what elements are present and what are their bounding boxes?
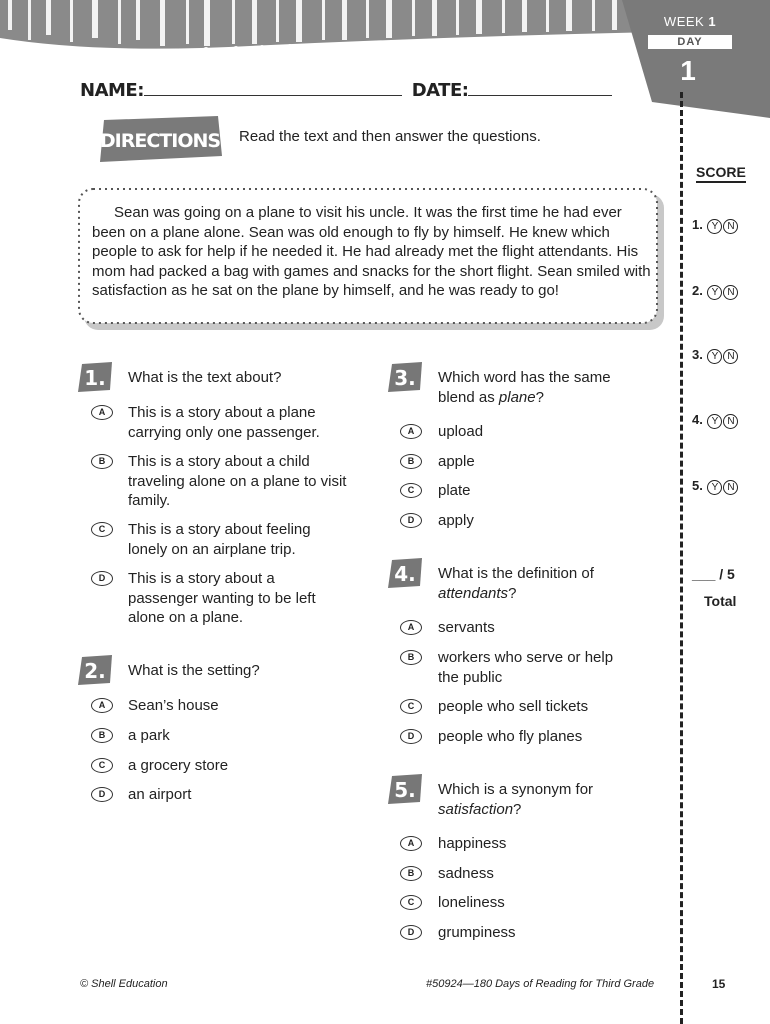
- option-text: an airport: [128, 786, 192, 803]
- day-number: 1: [680, 55, 696, 86]
- option-text: servants: [438, 619, 495, 636]
- option-text: loneliness: [438, 894, 505, 911]
- option-bubble[interactable]: D: [91, 571, 113, 586]
- no-bubble[interactable]: N: [723, 349, 738, 364]
- yes-bubble[interactable]: Y: [707, 480, 722, 495]
- date-field[interactable]: [468, 80, 612, 96]
- option-text: upload: [438, 423, 484, 440]
- question-number-4: [388, 558, 424, 588]
- option-bubble[interactable]: A: [400, 620, 422, 635]
- question-number-3: [388, 362, 424, 392]
- footer-book-title: #50924—180 Days of Reading for Third Grade: [426, 978, 655, 990]
- svg-text:5.: 5.: [394, 778, 416, 802]
- option-text: apple: [438, 453, 475, 470]
- option-text: people who fly planes: [438, 728, 583, 745]
- option-bubble[interactable]: A: [91, 405, 113, 420]
- option-bubble[interactable]: D: [400, 513, 422, 528]
- option-bubble[interactable]: C: [400, 483, 422, 498]
- week-label: WEEK 1: [663, 14, 717, 29]
- score-total[interactable]: ___ / 5: [692, 566, 735, 582]
- option-bubble[interactable]: B: [400, 454, 422, 469]
- option-text: Sean’s house: [128, 697, 219, 714]
- option-bubble[interactable]: D: [400, 729, 422, 744]
- name-label: NAME:: [80, 80, 144, 101]
- question-4-text: What is the definition of attendants?: [438, 565, 594, 602]
- day-label: DAY: [648, 35, 732, 49]
- footer-copyright: © Shell Education: [80, 978, 168, 990]
- no-bubble[interactable]: N: [723, 219, 738, 234]
- option-bubble[interactable]: C: [91, 758, 113, 773]
- option-bubble[interactable]: A: [91, 698, 113, 713]
- score-title: SCORE: [696, 164, 746, 183]
- option-bubble[interactable]: D: [91, 787, 113, 802]
- option-text: This is a story about a passenger wanting to be left alone on a plane.: [128, 570, 316, 626]
- score-item-1: 1. Y N: [692, 217, 738, 234]
- option-bubble[interactable]: A: [400, 424, 422, 439]
- score-item-5: 5. Y N: [692, 478, 738, 495]
- score-total-label: Total: [704, 593, 737, 609]
- question-5-text: Which is a synonym for satisfaction?: [438, 781, 594, 818]
- question-number-1: [78, 362, 114, 392]
- option-text: This is a story about a child traveling alone on a plane to visit family.: [128, 453, 347, 509]
- option-bubble[interactable]: C: [91, 522, 113, 537]
- svg-text:2.: 2.: [84, 659, 106, 683]
- no-bubble[interactable]: N: [723, 285, 738, 300]
- question-number-5: [388, 774, 424, 804]
- option-bubble[interactable]: A: [400, 836, 422, 851]
- yes-bubble[interactable]: Y: [707, 285, 722, 300]
- option-text: happiness: [438, 835, 507, 852]
- option-text: workers who serve or help the public: [438, 649, 614, 686]
- no-bubble[interactable]: N: [723, 414, 738, 429]
- svg-text:3.: 3.: [394, 366, 416, 390]
- option-text: people who sell tickets: [438, 698, 589, 715]
- option-text: grumpiness: [438, 924, 516, 941]
- option-text: This is a story about a plane carrying only one passenger.: [128, 404, 320, 441]
- option-bubble[interactable]: B: [91, 728, 113, 743]
- score-item-4: 4. Y N: [692, 412, 738, 429]
- directions-tag-text: DIRECTIONS: [99, 130, 221, 152]
- option-text: plate: [438, 482, 471, 499]
- question-1-text: What is the text about?: [128, 369, 282, 386]
- option-bubble[interactable]: C: [400, 699, 422, 714]
- score-item-2: 2. Y N: [692, 283, 738, 300]
- yes-bubble[interactable]: Y: [707, 219, 722, 234]
- question-3-text: Which word has the same blend as plane?: [438, 369, 611, 406]
- option-text: This is a story about feeling lonely on an airplane trip.: [128, 521, 311, 558]
- option-text: sadness: [438, 865, 494, 882]
- svg-text:1.: 1.: [84, 366, 106, 390]
- date-label: DATE:: [411, 80, 469, 101]
- yes-bubble[interactable]: Y: [707, 349, 722, 364]
- yes-bubble[interactable]: Y: [707, 414, 722, 429]
- option-text: a park: [128, 727, 170, 744]
- question-number-2: [78, 655, 114, 685]
- page-number: 15: [712, 977, 726, 991]
- score-item-3: 3. Y N: [692, 347, 738, 364]
- svg-text:4.: 4.: [394, 562, 416, 586]
- directions-tag: [98, 116, 224, 162]
- option-bubble[interactable]: B: [400, 650, 422, 665]
- option-bubble[interactable]: D: [400, 925, 422, 940]
- passage-text: Sean was going on a plane to visit his uncle. It was the first time he had ever been on a plane alone. Sean was old enough to fly by himself. He knew which people to ask for help if he needed it. He had already met the flight attendants. His mom had packed a bag with games and snacks for the short flight. Sean smiled with satisfaction as he sat on the plane by himself, and he was ready to go!: [92, 204, 651, 299]
- no-bubble[interactable]: N: [723, 480, 738, 495]
- option-text: a grocery store: [128, 757, 229, 774]
- option-bubble[interactable]: B: [400, 866, 422, 881]
- name-field[interactable]: [144, 80, 402, 96]
- name-date-row: [80, 80, 612, 101]
- option-bubble[interactable]: C: [400, 895, 422, 910]
- directions-text: Read the text and then answer the questions.: [239, 128, 541, 145]
- question-2-text: What is the setting?: [128, 662, 260, 679]
- option-text: apply: [438, 512, 474, 529]
- score-divider: [680, 92, 683, 1024]
- option-bubble[interactable]: B: [91, 454, 113, 469]
